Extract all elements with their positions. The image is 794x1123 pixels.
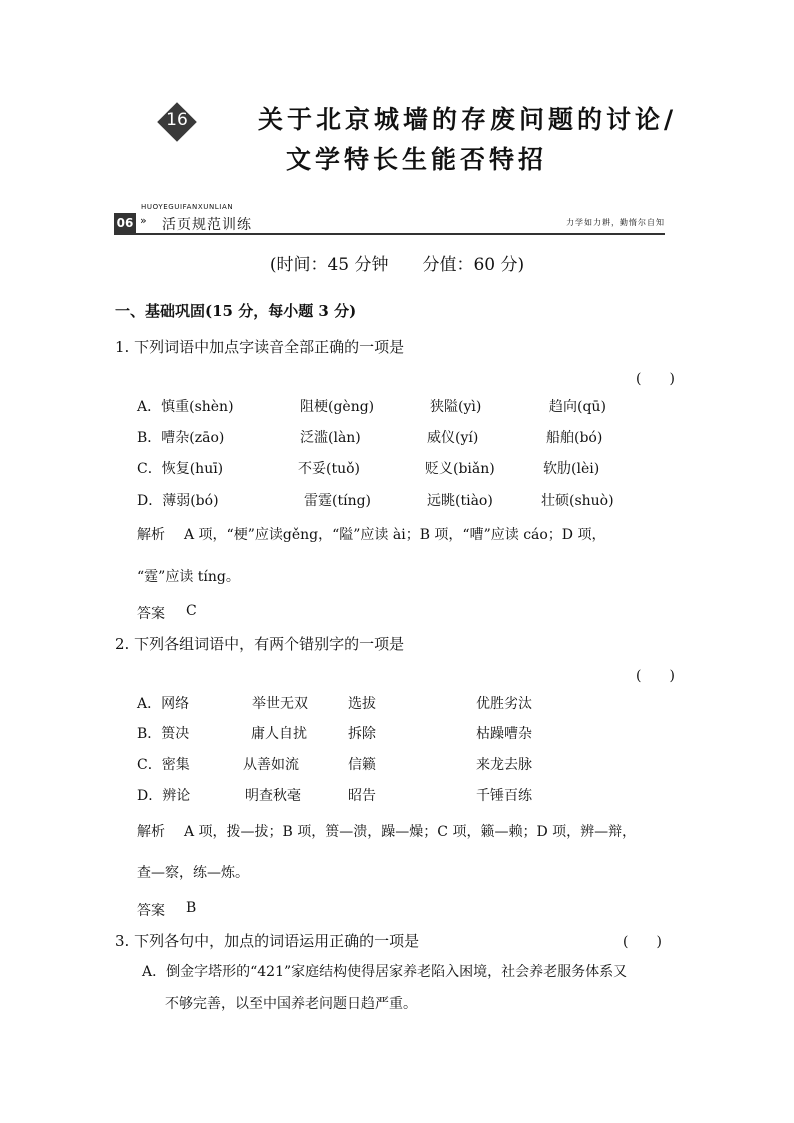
section-name: 活页规范训练	[162, 217, 252, 233]
q3-answer-paren: ( )	[623, 934, 662, 950]
section-bar	[114, 213, 665, 233]
q2-option-a-word2: 举世无双	[252, 696, 308, 712]
q1-option-c: C．恢复(huī)	[137, 461, 224, 477]
q2-stem: 2. 下列各组词语中，有两个错别字的一项是	[115, 635, 405, 653]
q1-answer-label: 答案	[137, 606, 165, 622]
q1-option-c-word3: 贬义(biǎn)	[425, 461, 495, 477]
lesson-title-line2: 文学特长生能否特招	[286, 145, 548, 174]
q1-option-c-word2: 不妥(tuǒ)	[298, 461, 360, 477]
q2-option-d: D．辨论	[137, 788, 191, 804]
q1-option-b-word4: 船舶(bó)	[546, 430, 603, 446]
q1-analysis-line2: “霆”应读 tíng。	[137, 569, 240, 585]
q1-option-a-word2: 阻梗(gèng)	[300, 399, 375, 415]
q2-option-b-word2: 庸人自扰	[251, 726, 307, 742]
q2-option-b-word4: 枯躁嘈杂	[476, 726, 532, 742]
q2-option-a-word4: 优胜劣汰	[476, 696, 532, 712]
q1-option-a-word4: 趋向(qū)	[549, 399, 606, 415]
q1-option-d-word2: 雷霆(tíng)	[304, 493, 372, 509]
section-motto: 力学如力耕，勤惰尔自知	[566, 218, 665, 227]
q2-option-c: C．密集	[137, 757, 190, 773]
q1-option-b-word2: 泛滥(làn)	[300, 430, 361, 446]
q1-option-a: A．慎重(shèn)	[137, 399, 234, 415]
q2-analysis-line1: A 项，拨—拔；B 项，篑—溃，躁—燥；C 项，籁—赖；D 项，辨—辩，	[184, 824, 637, 840]
q2-option-d-word3: 昭告	[348, 788, 376, 804]
q2-option-a: A．网络	[137, 696, 190, 712]
q2-option-d-word4: 千锤百练	[476, 788, 532, 804]
section-number: 06	[114, 213, 136, 233]
q1-option-d-word4: 壮硕(shuò)	[541, 493, 614, 509]
q1-option-d-word3: 远眺(tiào)	[427, 493, 493, 509]
q1-option-b: B．嘈杂(zāo)	[137, 430, 225, 446]
q1-option-c-word4: 软肋(lèi)	[543, 461, 600, 477]
q1-option-a-word3: 狭隘(yì)	[430, 399, 482, 415]
q1-option-b-word3: 威仪(yí)	[427, 430, 479, 446]
q1-stem: 1. 下列词语中加点字读音全部正确的一项是	[115, 338, 405, 356]
q2-answer: B	[186, 900, 197, 916]
q1-answer-paren: ( )	[636, 371, 675, 387]
chevron-right-icon: »	[140, 214, 147, 227]
section-rule	[114, 233, 665, 235]
part1-heading: 一、基础巩固(15 分，每小题 3 分)	[115, 302, 357, 320]
q2-answer-label: 答案	[137, 903, 165, 919]
q2-option-b-word3: 拆除	[348, 726, 376, 742]
q1-analysis-label: 解析	[137, 527, 165, 543]
lesson-number-badge	[158, 103, 196, 141]
q2-option-c-word2: 从善如流	[243, 757, 299, 773]
q3-option-a-line2: 不够完善，以至中国养老问题日趋严重。	[165, 996, 417, 1012]
time-score-info: (时间：45 分钟 分值：60 分)	[269, 255, 525, 275]
q1-answer: C	[186, 603, 197, 619]
q1-analysis-line1: A 项，“梗”应读gěng，“隘”应读 ài；B 项，“嘈”应读 cáo；D 项，	[184, 527, 606, 543]
lesson-title-line1: 关于北京城墙的存废问题的讨论/	[258, 105, 678, 134]
q2-analysis-line2: 查—察，练—炼。	[137, 865, 249, 881]
q2-option-b: B．篑决	[137, 726, 190, 742]
lesson-number: 16	[166, 110, 188, 130]
q2-option-c-word3: 信籁	[348, 757, 376, 773]
q2-analysis-label: 解析	[137, 824, 165, 840]
q2-option-a-word3: 选拔	[348, 696, 376, 712]
section-pinyin: HUOYEGUIFANXUNLIAN	[141, 203, 234, 211]
q3-option-a-line1: A．倒金字塔形的“421”家庭结构使得居家养老陷入困境，社会养老服务体系又	[142, 964, 628, 980]
q2-option-c-word4: 来龙去脉	[476, 757, 532, 773]
q1-option-d: D．薄弱(bó)	[137, 493, 219, 509]
q3-stem: 3. 下列各句中，加点的词语运用正确的一项是	[115, 932, 420, 950]
q2-option-d-word2: 明查秋毫	[245, 788, 301, 804]
q2-answer-paren: ( )	[636, 668, 675, 684]
